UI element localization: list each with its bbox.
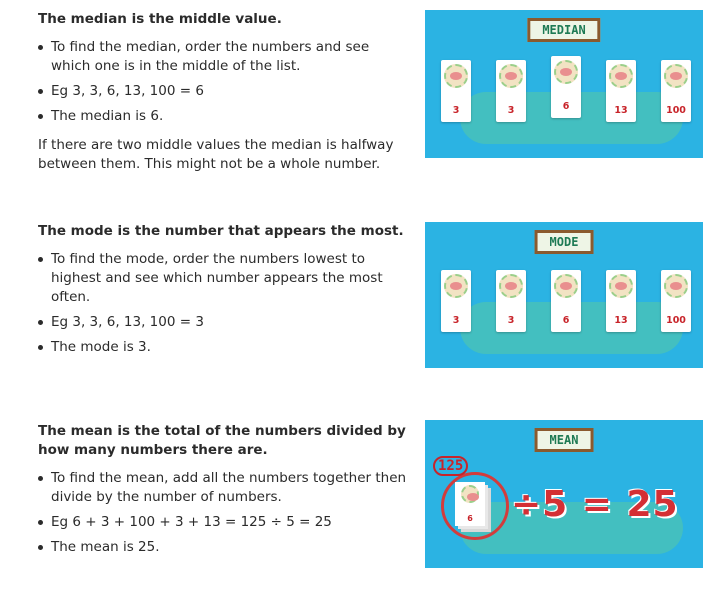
card-value: 6 xyxy=(562,315,570,326)
median-cards xyxy=(441,60,691,122)
mode-section xyxy=(38,222,408,363)
mean-illustration xyxy=(425,420,703,568)
character-face-icon xyxy=(609,64,633,88)
median-illustration xyxy=(425,10,703,158)
card-value: 13 xyxy=(614,315,628,326)
card-value: 3 xyxy=(507,105,515,116)
number-card-highlighted xyxy=(496,270,526,332)
number-card xyxy=(606,60,636,122)
mean-heading: The mean is the total of the numbers divided by how many numbers there are. xyxy=(38,423,406,458)
mode-heading: The mode is the number that appears the most. xyxy=(38,223,404,239)
mode-bullet-list xyxy=(38,250,408,357)
median-bullet: To find the median, order the numbers and see which one is in the middle of the list. xyxy=(38,38,408,76)
character-face-icon xyxy=(554,274,578,298)
number-card xyxy=(496,60,526,122)
number-card xyxy=(661,270,691,332)
total-label: 125 xyxy=(433,456,468,476)
mean-bullet: To find the mean, add all the numbers together then divide by the number of numbers. xyxy=(38,469,408,507)
median-bullet: Eg 3, 3, 6, 13, 100 = 6 xyxy=(38,82,408,101)
character-face-icon xyxy=(554,60,578,84)
mode-bullet: The mode is 3. xyxy=(38,338,408,357)
mean-bullet: The mean is 25. xyxy=(38,538,408,557)
character-face-icon xyxy=(499,64,523,88)
median-sign: MEDIAN xyxy=(527,18,600,42)
mean-equation: ÷5 = 25 xyxy=(511,484,679,525)
card-value: 3 xyxy=(452,105,460,116)
mode-illustration xyxy=(425,222,703,368)
median-bullet: The median is 6. xyxy=(38,107,408,126)
mean-bullet: Eg 6 + 3 + 100 + 3 + 13 = 125 ÷ 5 = 25 xyxy=(38,513,408,532)
number-card xyxy=(551,270,581,332)
character-face-icon xyxy=(461,485,479,503)
mode-bullet: Eg 3, 3, 6, 13, 100 = 3 xyxy=(38,313,408,332)
median-heading: The median is the middle value. xyxy=(38,11,282,27)
card-value: 3 xyxy=(507,315,515,326)
character-face-icon xyxy=(444,64,468,88)
median-section xyxy=(38,10,408,188)
character-face-icon xyxy=(664,274,688,298)
character-face-icon xyxy=(609,274,633,298)
number-card xyxy=(661,60,691,122)
mode-sign: MODE xyxy=(535,230,594,254)
median-bullet-list xyxy=(38,38,408,126)
card-value: 6 xyxy=(562,101,570,112)
number-card-highlighted xyxy=(441,270,471,332)
stacked-number-card xyxy=(455,482,485,526)
card-value: 3 xyxy=(452,315,460,326)
character-face-icon xyxy=(664,64,688,88)
mean-bullet-list xyxy=(38,469,408,557)
card-value: 100 xyxy=(666,315,686,326)
card-value: 13 xyxy=(614,105,628,116)
character-face-icon xyxy=(499,274,523,298)
mean-sign: MEAN xyxy=(535,428,594,452)
number-card xyxy=(441,60,471,122)
number-card-highlighted xyxy=(551,56,581,118)
character-face-icon xyxy=(444,274,468,298)
mode-cards xyxy=(441,270,691,332)
mode-bullet: To find the mode, order the numbers lowest to highest and see which number appears the most often. xyxy=(38,250,408,307)
median-note: If there are two middle values the median is halfway between them. This might not be a whole number. xyxy=(38,137,394,172)
card-value: 100 xyxy=(666,105,686,116)
number-card xyxy=(606,270,636,332)
mean-section xyxy=(38,422,408,563)
card-value: 6 xyxy=(467,514,473,523)
